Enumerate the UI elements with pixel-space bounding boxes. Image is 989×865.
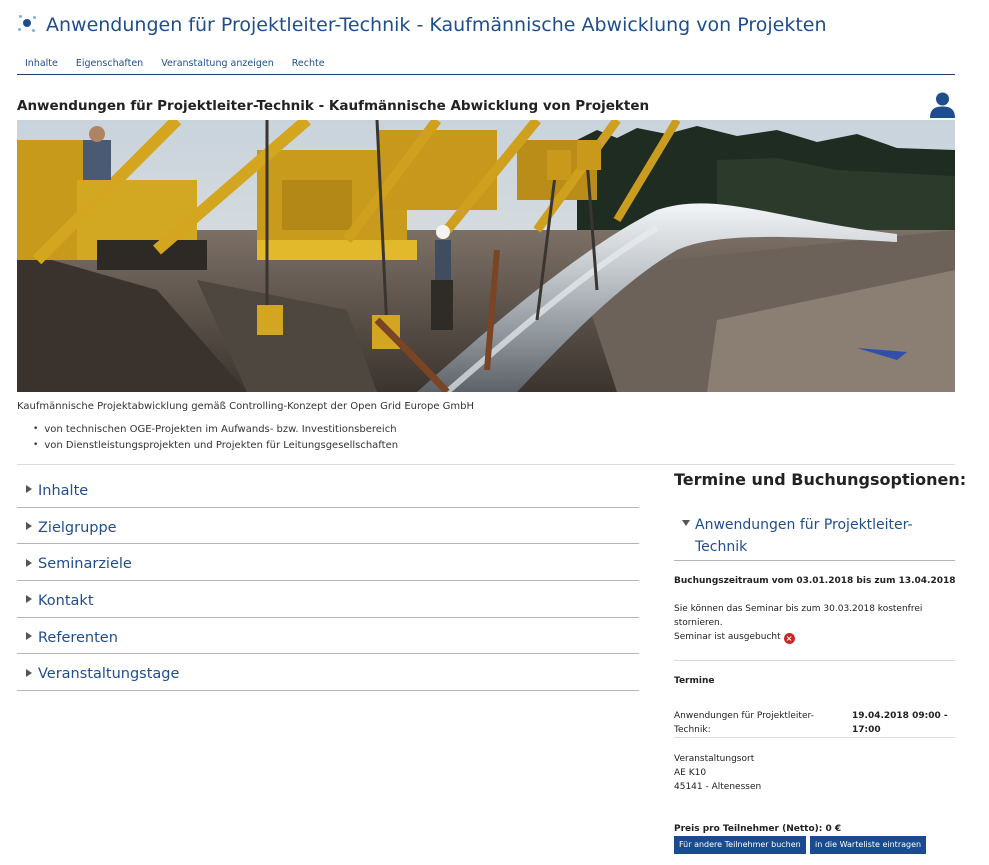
section-label: Referenten [38, 629, 118, 646]
section-seminarziele[interactable] [17, 544, 639, 581]
date-name-line1: Anwendungen für Projektleiter- [674, 711, 814, 721]
course-name: Anwendungen für Projektleiter-Technik [695, 517, 913, 555]
section-label: Zielgruppe [38, 519, 117, 536]
caret-right-icon [26, 485, 32, 493]
location-room: AE K10 [674, 768, 707, 778]
tab-rechte[interactable]: Rechte [291, 58, 325, 69]
section-veranstaltungstage[interactable] [17, 654, 639, 691]
tab-veranstaltung-anzeigen[interactable]: Veranstaltung anzeigen [161, 58, 274, 69]
caret-right-icon [26, 559, 32, 567]
booking-title: Termine und Buchungsoptionen: [674, 470, 967, 489]
location-city: 45141 - Altenessen [674, 782, 762, 792]
tab-eigenschaften[interactable]: Eigenschaften [75, 58, 144, 69]
location-label: Veranstaltungsort [674, 754, 755, 764]
caret-right-icon [26, 632, 32, 640]
section-referenten[interactable] [17, 618, 639, 655]
tab-bar [17, 56, 955, 75]
intro-text: Kaufmännische Projektabwicklung gemäß Controlling-Konzept der Open Grid Europe GmbH [17, 401, 475, 412]
bullet-item: • von technischen OGE-Projekten im Aufwands- bzw. Investitionsbereich [33, 424, 398, 440]
error-x-icon: × [784, 633, 795, 644]
section-accordion [17, 471, 639, 691]
cancel-info-line2: stornieren. [674, 618, 723, 628]
booked-out-status [674, 632, 795, 644]
date-value-line2: 17:00 [852, 725, 881, 735]
tab-inhalte[interactable]: Inhalte [25, 58, 58, 69]
bullet-item: • von Dienstleistungsprojekten und Projekten für Leitungsgesellschaften [33, 440, 398, 456]
course-toggle[interactable] [674, 514, 955, 561]
brand-logo-icon [17, 14, 39, 36]
cancel-info-line1: Sie können das Seminar bis zum 30.03.2018 kostenfrei [674, 604, 923, 614]
caret-right-icon [26, 595, 32, 603]
caret-down-icon [682, 520, 690, 526]
caret-right-icon [26, 522, 32, 530]
booked-out-label: Seminar ist ausgebucht [674, 632, 781, 642]
booking-panel [674, 470, 967, 849]
page-title: Anwendungen für Projektleiter-Technik - Kaufmännische Abwicklung von Projekten [17, 98, 650, 114]
section-label: Veranstaltungstage [38, 666, 180, 683]
user-icon[interactable] [929, 91, 956, 118]
hero-image [17, 120, 955, 392]
section-kontakt[interactable] [17, 581, 639, 618]
section-label: Inhalte [38, 482, 89, 499]
dates-heading: Termine [674, 676, 715, 686]
divider [674, 737, 955, 738]
app-header [17, 10, 955, 40]
app-title: Anwendungen für Projektleiter-Technik - Kaufmännische Abwicklung von Projekten [46, 14, 827, 36]
book-for-others-button[interactable]: Für andere Teilnehmer buchen [674, 836, 806, 854]
section-label: Seminarziele [38, 556, 132, 573]
divider [674, 660, 955, 661]
intro-bullets [33, 424, 398, 455]
date-value-line1: 19.04.2018 09:00 - [852, 711, 948, 721]
price-label: Preis pro Teilnehmer (Netto): 0 € [674, 824, 842, 834]
waitlist-button[interactable]: in die Warteliste eintragen [810, 836, 926, 854]
divider [17, 464, 955, 465]
section-inhalte[interactable] [17, 471, 639, 508]
date-name-line2: Technik: [674, 725, 711, 735]
booking-period: Buchungszeitraum vom 03.01.2018 bis zum 13.04.2018 [674, 576, 956, 586]
section-zielgruppe[interactable] [17, 508, 639, 545]
section-label: Kontakt [38, 592, 94, 609]
caret-right-icon [26, 669, 32, 677]
